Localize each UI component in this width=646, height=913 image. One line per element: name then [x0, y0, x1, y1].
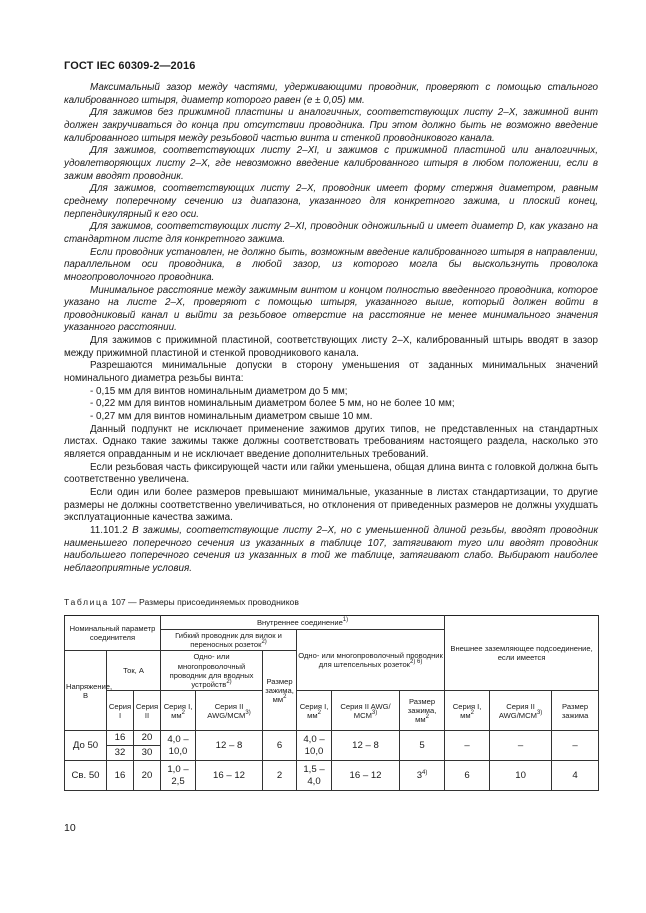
header-flex-ser2: Серия II AWG/MCM$^{3)}$ — [196, 691, 263, 731]
paragraph: Данный подпункт не исключает применение зажимов других типов, не представленных на стандартных листах. Однако такие зажимы также должны соответствовать требованиям настоящего раздела, насколько это является оправданным и не исключает введение дополнительных требований. — [64, 423, 598, 461]
cell: 1,5 – 4,0 — [297, 761, 332, 791]
cell: 5 — [400, 731, 445, 761]
document-body — [64, 82, 598, 576]
cell: 12 – 8 — [332, 731, 400, 761]
paragraph: Если проводник установлен, не должно быть, возможным введение калиброванного штыря в направлении, параллельном оси проводника, в любой зазор, из которого могла бы выскользнуть проволока многопроволочного проводника. — [64, 246, 598, 283]
conductor-sizes-table — [64, 615, 599, 791]
header-solid-ser2: Серия II AWG/ MCM$^{3)}$ — [332, 691, 400, 731]
cell: 1,0 – 2,5 — [161, 761, 196, 791]
cell: 4,0 – 10,0 — [161, 731, 196, 761]
cell: 16 — [107, 731, 134, 746]
cell: 16 – 12 — [332, 761, 400, 791]
header-flex-ser1: Серия I, $мм^2$ — [161, 691, 196, 731]
header-nominal: Номинальный параметр соединителя — [65, 616, 161, 651]
cell: – — [490, 731, 552, 761]
cell-voltage: До 50 — [65, 731, 107, 761]
header-internal: Внутреннее соединение$^{1)}$ — [161, 616, 445, 630]
header-clamp-size: Размер зажима, $мм^2$ — [263, 651, 297, 731]
paragraph: Для зажимов без прижимной пластины и аналогичных, соответствующих листу 2–Х, зажимной винт должен закручиваться до конца при отсутствии проводника. При этом должно быть не возможно введение калиброванного штыря между резьбовой частью винта и стенкой проводникового канала. — [64, 107, 598, 144]
cell: 32 — [107, 746, 134, 761]
cell-voltage: Св. 50 — [65, 761, 107, 791]
cell: 4,0 – 10,0 — [297, 731, 332, 761]
cell: 12 – 8 — [196, 731, 263, 761]
document-header: ГОСТ IEC 60309-2—2016 — [64, 60, 196, 72]
header-solid-ser1: Серия I, $мм^2$ — [297, 691, 332, 731]
paragraph: Для зажимов, соответствующих листу 2–XI, и зажимов с прижимной пластиной или аналогичных, удовлетворяющих листу 2–Х, где невозможно введение калиброванного штыря в любом положении, если в зажим вводят проводник. — [64, 145, 598, 182]
cell: 16 — [107, 761, 134, 791]
list-item: - 0,15 мм для винтов номинальным диаметром до 5 мм; — [90, 385, 348, 397]
header-ext-size: Размер зажима — [552, 691, 599, 731]
header-external: Внешнее заземляющее подсоединение, если имеется — [445, 616, 599, 691]
cell: 16 – 12 — [196, 761, 263, 791]
clause-text: В зажимы, соответствующие листу 2–Х, но с уменьшенной длиной резьбы, вводят проводник наименьшего поперечного сечения из указанных в таблице 107, затягивают туго или вводят проводник наибольшего поперечного сечения из указанных в той же таблице, затягивают слабо. Выбирают наиболее неблагоприятные условия. — [64, 524, 598, 574]
list-item: - 0,27 мм для винтов номинальным диаметром свыше 10 мм. — [90, 411, 373, 423]
paragraph: Минимальное расстояние между зажимным винтом и концом полностью введенного проводника, которое указано на листе 2–Х, проверяют с помощью штыря, указанного выше, который должен войти в проводниковый канал и выйти за резьбовое отверстие на расстояние не менее минимального значения указанного расстоянии. — [64, 284, 598, 334]
cell: 3$^{4)}$ — [400, 761, 445, 791]
header-current: Ток, А — [107, 651, 161, 691]
paragraph: Максимальный зазор между частями, удерживающими проводник, проверяют с помощью стального калиброванного штыря, диаметр которого равен (e ± 0,05) мм. — [64, 82, 598, 106]
list-item: - 0,22 мм для винтов номинальным диаметром более 5 мм, но не более 10 мм; — [90, 398, 455, 410]
clause-paragraph — [64, 525, 598, 576]
header-solid: Одно- или многопроволочный проводник для штепсельных розеток$^{2) 6)}$ — [297, 630, 445, 691]
table-caption-text: 107 — Размеры присоединяемых проводников — [108, 597, 299, 607]
header-inputs: Одно- или многопроволочный проводник для вводных устройств$^{2)}$ — [161, 651, 263, 691]
header-ext-ser1: Серия I, $мм^2$ — [445, 691, 490, 731]
clause-number: 11.101.2 — [90, 524, 128, 536]
cell: 6 — [445, 761, 490, 791]
header-ser2: Серия II — [134, 691, 161, 731]
cell: 2 — [263, 761, 297, 791]
cell: 4 — [552, 761, 599, 791]
header-solid-size: Размер зажима, $мм^2$ — [400, 691, 445, 731]
paragraph: Для зажимов с прижимной пластиной, соответствующих листу 2–Х, калиброванный штырь вводят в зазор между прижимной пластиной и стенкой проводникового канала. — [64, 335, 598, 359]
page-number: 10 — [64, 822, 76, 834]
cell: – — [552, 731, 599, 761]
paragraph: Если один или более размеров превышают минимальные, указанные в листах стандартизации, то другие размеры не должны соответственно увеличиваться, но отклонения от приведенных размеров не должны ухудшать эксплуатационные качества зажима. — [64, 487, 598, 524]
cell: 30 — [134, 746, 161, 761]
paragraph: Для зажимов, соответствующих листу 2–XI, проводник одножильный и имеет диаметр D, как указано на стандартном листе для конкретного зажима. — [64, 221, 598, 245]
table-caption-word: Таблица — [64, 597, 109, 607]
cell: 6 — [263, 731, 297, 761]
header-voltage: Напряжение, В — [65, 651, 107, 731]
header-ser1: Серия I — [107, 691, 134, 731]
cell: 20 — [134, 731, 161, 746]
cell: 10 — [490, 761, 552, 791]
paragraph: Для зажимов, соответствующих листу 2–Х, проводник имеет форму стержня диаметром, равным среднему поперечному сечению из диапазона, указанного для конкретного зажима, и плоский конец, перпендикулярный к его оси. — [64, 183, 598, 220]
paragraph: Если резьбовая часть фиксирующей части или гайки уменьшена, общая длина винта с головкой должна быть соответственно увеличена. — [64, 461, 598, 486]
cell: 20 — [134, 761, 161, 791]
header-flex: Гибкий проводник для вилок и переносных розеток$^{2)}$ — [161, 630, 297, 651]
paragraph: Разрешаются минимальные допуски в сторону уменьшения от заданных минимальных значений номинального диаметра резьбы винта: — [64, 360, 598, 385]
table-caption — [64, 597, 299, 607]
cell: – — [445, 731, 490, 761]
header-ext-ser2: Серия II AWG/MCM$^{3)}$ — [490, 691, 552, 731]
